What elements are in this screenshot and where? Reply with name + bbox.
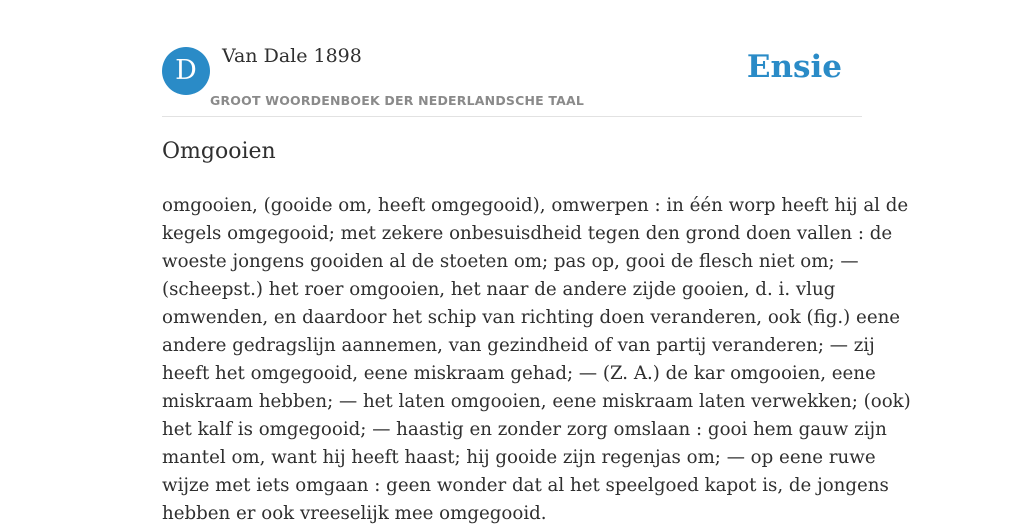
definition-line: woeste jongens gooiden al de stoeten om; pas op, gooi de flesch niet om; — (162, 251, 859, 272)
ensie-logo-link[interactable]: Ensie (746, 49, 842, 85)
definition-line: wijze met iets omgaan : geen wonder dat al het speelgoed kapot is, de jongens (162, 475, 889, 496)
entry-definition (162, 192, 911, 528)
dictionary-header (162, 0, 862, 117)
entry-heading: Omgooien (162, 139, 276, 164)
dictionary-title[interactable]: Van Dale 1898 (222, 45, 362, 67)
definition-line: omgooien, (gooide om, heeft omgegooid), omwerpen : in één worp heeft hij al de (162, 195, 909, 216)
definition-line: het kalf is omgegooid; — haastig en zonder zorg omslaan : gooi hem gauw zijn (162, 419, 887, 440)
definition-line: kegels omgegooid; met zekere onbesuisdheid tegen den grond doen vallen : de (162, 223, 893, 244)
dictionary-subtitle: GROOT WOORDENBOEK DER NEDERLANDSCHE TAAL (210, 93, 585, 108)
definition-line: omwenden, en daardoor het schip van richting doen veranderen, ook (fig.) eene (162, 307, 901, 328)
definition-line: heeft het omgegooid, eene miskraam gehad; — (Z. A.) de kar omgooien, eene (162, 363, 876, 384)
definition-line: (scheepst.) het roer omgooien, het naar de andere zijde gooien, d. i. vlug (162, 279, 836, 300)
definition-line: andere gedragslijn aannemen, van gezindheid of van partij veranderen; — zij (162, 335, 875, 356)
definition-line: mantel om, want hij heeft haast; hij gooide zijn regenjas om; — op eene ruwe (162, 447, 876, 468)
definition-line: hebben er ook vreeselijk mee omgegooid. (162, 503, 547, 524)
definition-line: miskraam hebben; — het laten omgooien, eene miskraam laten verwekken; (ook) (162, 391, 911, 412)
dictionary-logo[interactable]: D (162, 47, 210, 95)
